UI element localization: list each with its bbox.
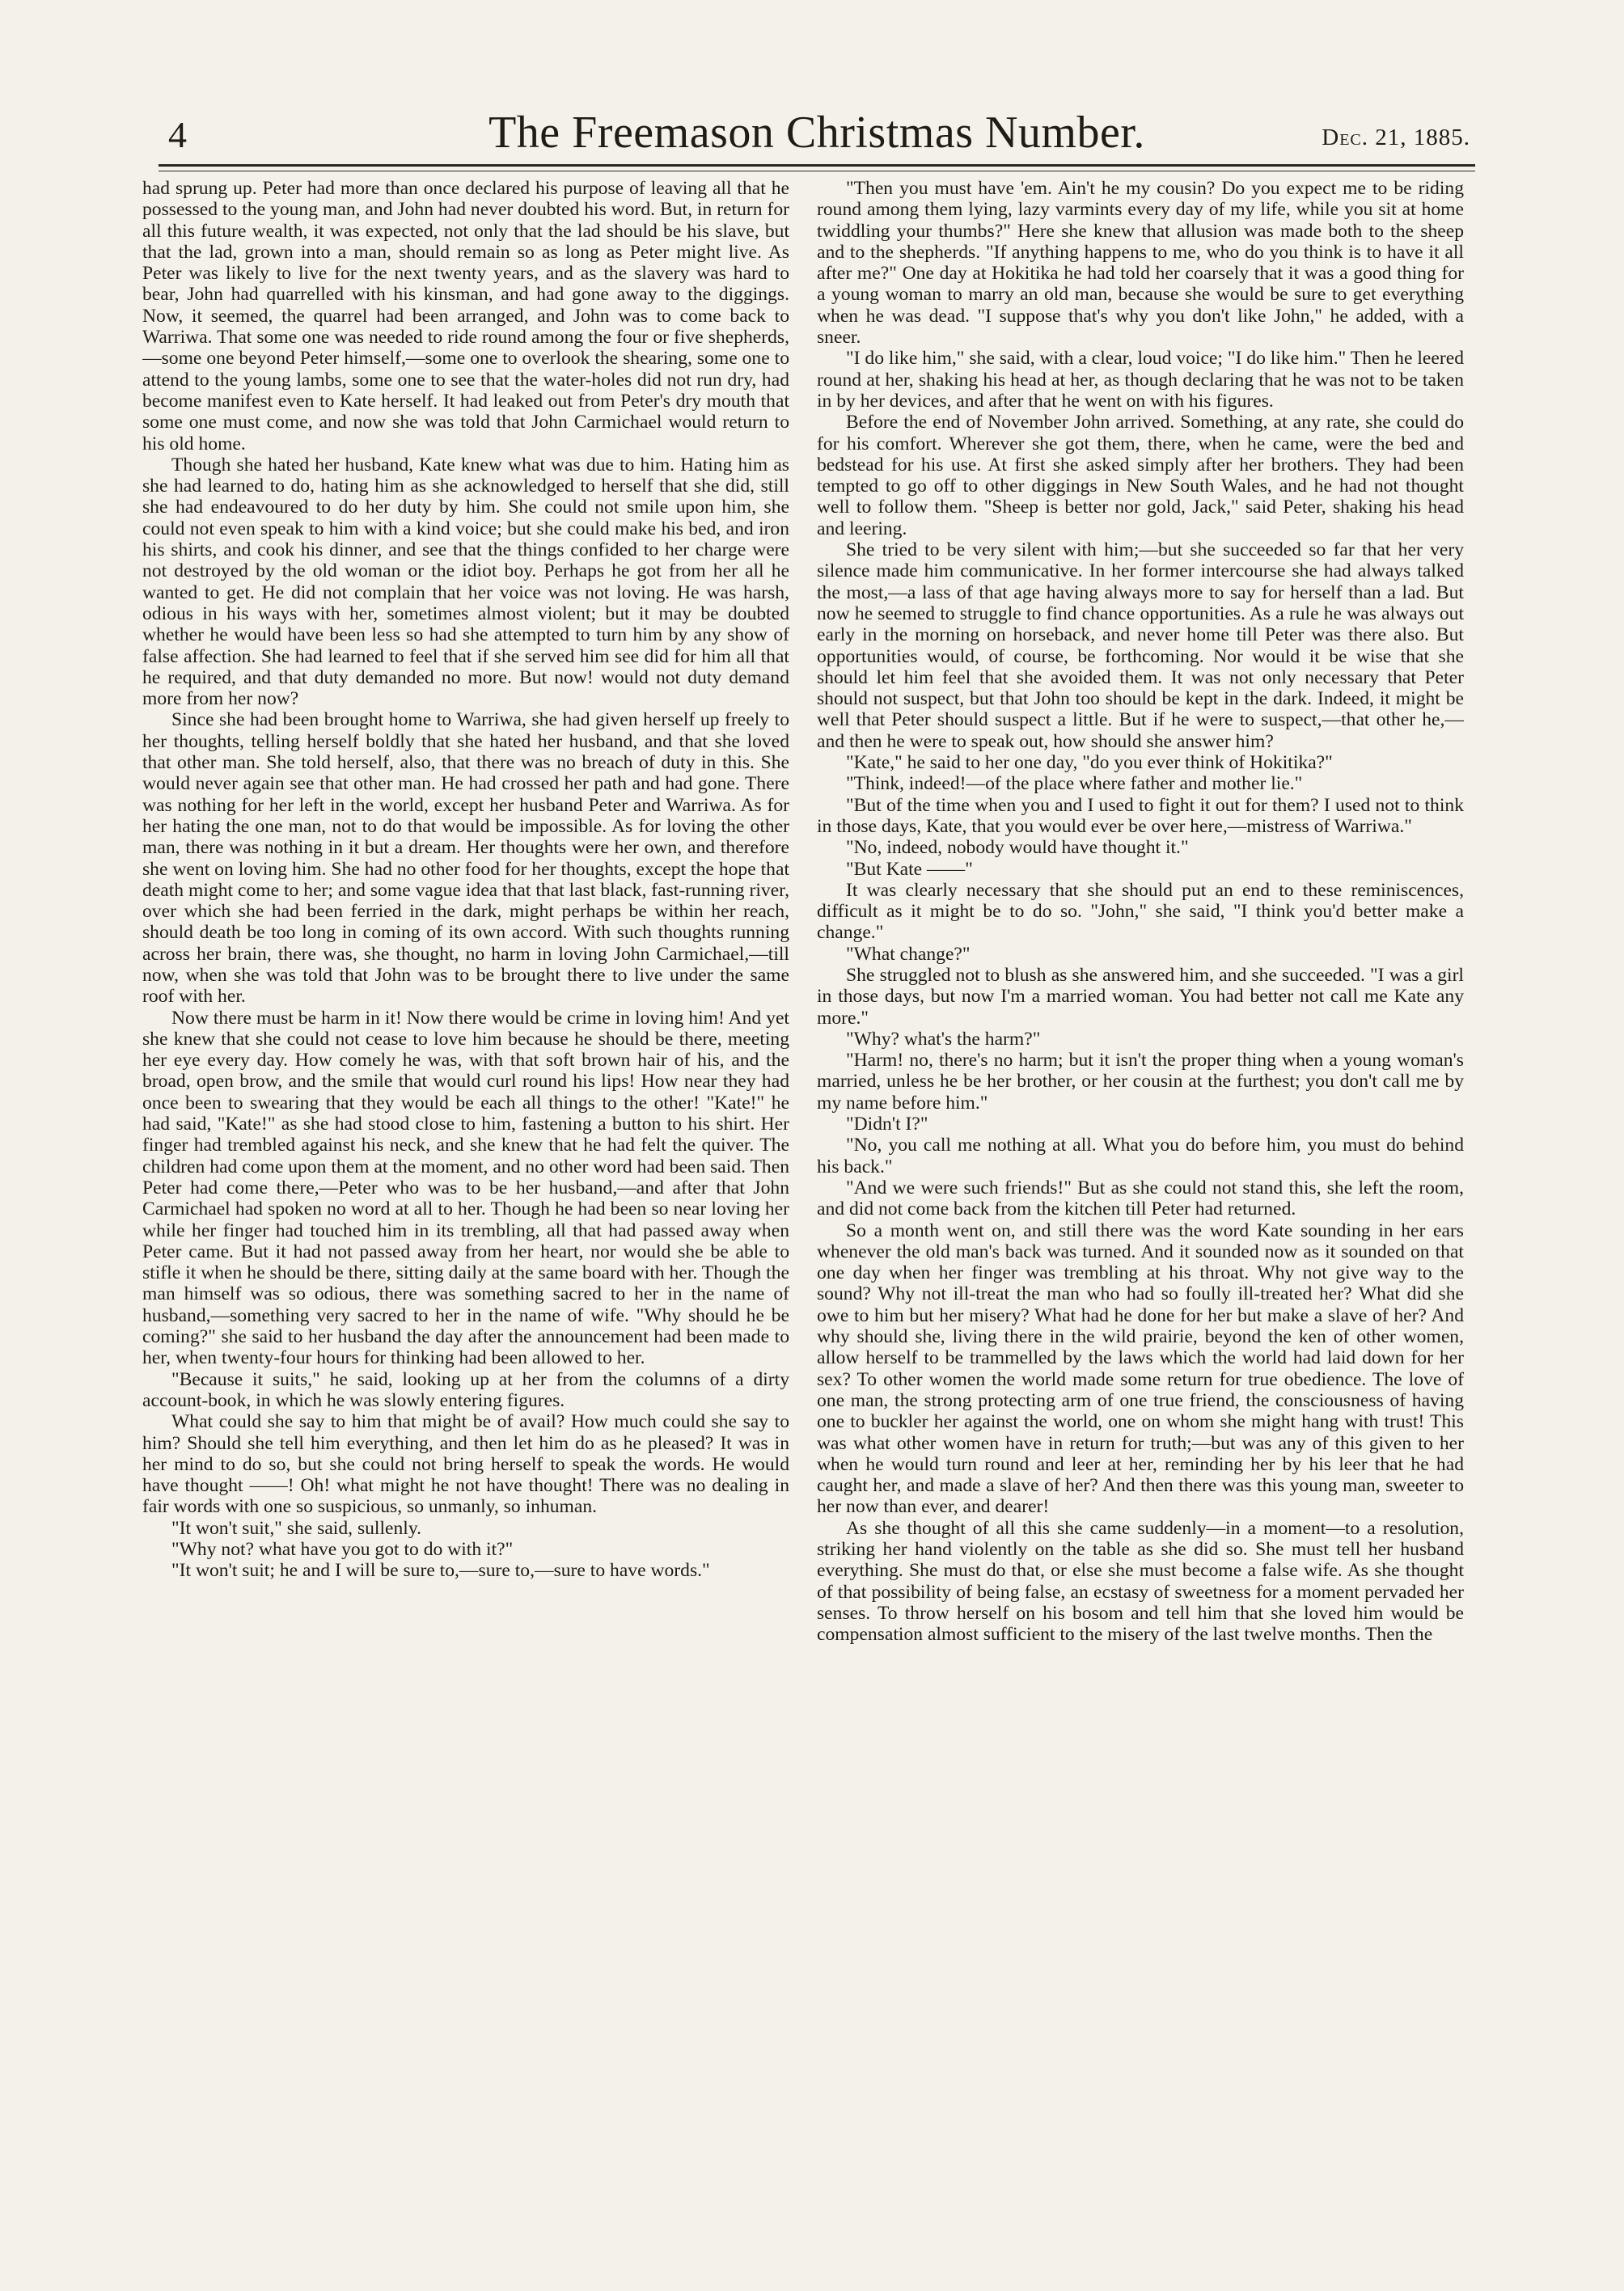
paragraph: "Because it suits," he said, looking up at her from the columns of a dirty account-book, in which he was slowly entering figures.	[142, 1368, 789, 1411]
paragraph: She struggled not to blush as she answered him, and she succeeded. "I was a girl in those days, but now I'm a married woman. You had better not call me Kate any more."	[817, 964, 1464, 1029]
page-number: 4	[168, 114, 187, 155]
header-rule	[159, 164, 1475, 167]
left-column	[142, 178, 789, 2212]
paragraph: What could she say to him that might be of avail? How much could she say to him? Should she tell him everything, and then let him do as he pleased? It was in her mind to do so, but she could not bring herself to speak the words. He would have thought ——! Oh! what might he not have thought! There was no dealing in fair words with one so suspicious, so unmanly, so inhuman.	[142, 1411, 789, 1518]
paragraph: "I do like him," she said, with a clear, loud voice; "I do like him." Then he leered round at her, shaking his head at her, as though declaring that he was not to be taken in by her devices, and after that he went on with his figures.	[817, 348, 1464, 412]
paragraph: Though she hated her husband, Kate knew what was due to him. Hating him as she had learned to do, hating him as she acknowledged to herself that she did, still she had endeavoured to do her duty by him. She could not smile upon him, she could not even speak to him with a kind voice; but she could make his bed, and iron his shirts, and cook his dinner, and see that the things confided to her charge were not destroyed by the old woman or the idiot boy. Perhaps he got from her all he wanted to get. He did not complain that her voice was not loving. He was harsh, odious in his ways with her, sometimes almost violent; but it may be doubted whether he would have been less so had she attempted to turn him by any show of false affection. She had learned to feel that if she served him see did for him all that he required, and that duty demanded no more. But now! would not duty demand more from her now?	[142, 454, 789, 710]
paragraph: "But Kate ——"	[846, 858, 973, 880]
paragraph: "Think, indeed!—of the place where father and mother lie."	[846, 773, 1303, 795]
paragraph: "What change?"	[846, 943, 971, 965]
issue-date: Dec. 21, 1885.	[1322, 125, 1470, 150]
paragraph: "Why not? what have you got to do with it?"	[171, 1539, 514, 1560]
paragraph: "Kate," he said to her one day, "do you ever think of Hokitika?"	[846, 752, 1333, 774]
paragraph: "Why? what's the harm?"	[846, 1028, 1041, 1050]
paragraph: It was clearly necessary that she should put an end to these reminiscences, difficult as it might be to do so. "John," she said, "I think you'd better make a change."	[817, 879, 1464, 944]
paragraph: So a month went on, and still there was the word Kate sounding in her ears whenever the old man's back was turned. And it sounded now as it sounded on that one day when her finger was trembling at his throat. Why not give way to the sound? Why not ill-treat the man who had so foully ill-treated her? What did she owe to him but her misery? What had he done for her but make a slave of her? And why should she, living there in the wild prairie, beyond the ken of other women, allow herself to be trammelled by the laws which the world had laid down for her sex? To other women the world made some return for true obedience. The love of one man, the strong protecting arm of one true friend, the consciousness of having one to buckler her against the world, one on whom she might hang with trust! This was what other women have in return for truth;—but was any of this given to her when he would turn round and leer at her, reminding her by his leer that he had caught her, and made a slave of her? And then there was this young man, sweeter to her now than ever, and dearer!	[817, 1219, 1464, 1518]
paragraph: "Didn't I?"	[846, 1114, 928, 1135]
paragraph: "And we were such friends!" But as she could not stand this, she left the room, and did not come back from the kitchen till Peter had returned.	[817, 1177, 1464, 1220]
paragraph: "No, you call me nothing at all. What you do before him, you must do behind his back."	[817, 1135, 1464, 1177]
paragraph: Since she had been brought home to Warriwa, she had given herself up freely to her thoughts, telling herself boldly that she hated her husband, and that she loved that other man. She told herself, also, that there was no breach of duty in this. She would never again see that other man. He had crossed her path and had gone. There was nothing for her left in the world, except her husband Peter and Warriwa. As for her hating the one man, not to do that would be impossible. As for loving the other man, there was nothing in it but a dream. Her thoughts were her own, and therefore she went on loving him. She had no other food for her thoughts, except the hope that death might come to her; and some vague idea that that last black, fast-running river, over which she had been ferried in the dark, might perhaps be within her reach, should death be too long in coming of its own accord. With such thoughts running across her brain, there was, she thought, no harm in loving John Carmichael,—till now, when she was told that John was to be brought there to live under the same roof with her.	[142, 709, 789, 1008]
paragraph: She tried to be very silent with him;—but she succeeded so far that her very silence made him communicative. In her former intercourse she had always talked the most,—a lass of that age having always more to say for herself than a lad. But now he seemed to struggle to find chance opportunities. As a rule he was always out early in the morning on horseback, and never home till Peter was there also. But opportunities would, of course, be forthcoming. Nor would it be wise that she should let him feel that she avoided them. It was not only necessary that Peter should not suspect, but that John too should be kept in the dark. Indeed, it might be well that Peter should suspect a little. But if he were to suspect,—that other he,—and then he were to speak out, how should she answer him?	[817, 539, 1464, 752]
paragraph: "It won't suit; he and I will be sure to,—sure to,—sure to have words."	[171, 1560, 710, 1582]
right-column	[817, 178, 1464, 2212]
paragraph: "Harm! no, there's no harm; but it isn't the proper thing when a young woman's married, unless he be her brother, or her cousin at the furthest; you don't call me by my name before him."	[817, 1050, 1464, 1114]
paragraph: "Then you must have 'em. Ain't he my cousin? Do you expect me to be riding round among them lying, lazy varmints every day of my life, while you sit at home twiddling your thumbs?" Here she knew that allusion was made both to the sheep and to the shepherds. "If anything happens to me, who do you think is to have it all after me?" One day at Hokitika he had told her coarsely that it was a good thing for a young woman to marry an old man, because she would be sure to get everything when he was dead. "I suppose that's why you don't like John," he added, with a sneer.	[817, 178, 1464, 349]
paragraph: Now there must be harm in it! Now there would be crime in loving him! And yet she knew that she could not cease to love him because he should be there, meeting her eye every day. How comely he was, with that soft brown hair of his, and the broad, open brow, and the smile that would curl round his lips! How near they had once been to swearing that they would be each all things to the other! "Kate!" he had said, "Kate!" as she had stood close to him, fastening a button to his shirt. Her finger had trembled against his neck, and she knew that he had felt the quiver. The children had come upon them at the moment, and no other word had been said. Then Peter had come there,—Peter who was to be her husband,—and after that John Carmichael had spoken no word at all to her. Though he had been so near loving her while her finger had touched him in its trembling, all that had passed away when Peter came. But it had not passed away from her heart, nor would she be able to stifle it when he should be there, sitting daily at the same board with her. Though the man himself was so odious, there was something sacred to her in the name of husband,—something very sacred to her in the name of wife. "Why should he be coming?" she said to her husband the day after the announcement had been made to her, when twenty-four hours for thinking had been allowed to her.	[142, 1007, 789, 1369]
paragraph: As she thought of all this she came suddenly—in a moment—to a resolution, striking her hand violently on the table as she did so. She must tell her husband everything. She must do that, or else she must become a false wife. As she thought of that possibility of being false, an ecstasy of sweetness for a moment pervaded her senses. To throw herself on his bosom and tell him that she loved him would be compensation almost sufficient to the misery of the last twelve months. Then the	[817, 1517, 1464, 1646]
publication-title: The Freemason Christmas Number.	[488, 108, 1145, 158]
paragraph: "It won't suit," she said, sullenly.	[171, 1517, 422, 1539]
page-header	[159, 108, 1475, 170]
paragraph: "But of the time when you and I used to fight it out for them? I used not to think in those days, Kate, that you would ever be over here,—mistress of Warriwa."	[817, 794, 1464, 837]
paragraph: Before the end of November John arrived. Something, at any rate, she could do for his comfort. Wherever she got them, there, when he came, were the bed and bedstead for his use. At first she asked simply after her brothers. They had been tempted to go off to other diggings in New South Wales, and he had not thought well to follow them. "Sheep is better nor gold, Jack," said Peter, shaking his head and leering.	[817, 412, 1464, 539]
paragraph: had sprung up. Peter had more than once declared his purpose of leaving all that he possessed to the young man, and John had never doubted his word. But, in return for all this future wealth, it was expected, not only that the lad should be his slave, but that the lad, grown into a man, should remain so as long as Peter might live. As Peter was likely to live for the next twenty years, and as the slavery was hard to bear, John had quarrelled with his kinsman, and had gone away to the diggings. Now, it seemed, the quarrel had been arranged, and John was to come back to Warriwa. That some one was needed to ride round among the four or five shepherds,—some one beyond Peter himself,—some one to overlook the shearing, some one to attend to the young lambs, some one to see that the water-holes did not run dry, had become manifest even to Kate herself. It had leaked out from Peter's dry mouth that some one must come, and now she was told that John Carmichael would return to his old home.	[142, 178, 789, 454]
paragraph: "No, indeed, nobody would have thought it."	[846, 837, 1189, 859]
